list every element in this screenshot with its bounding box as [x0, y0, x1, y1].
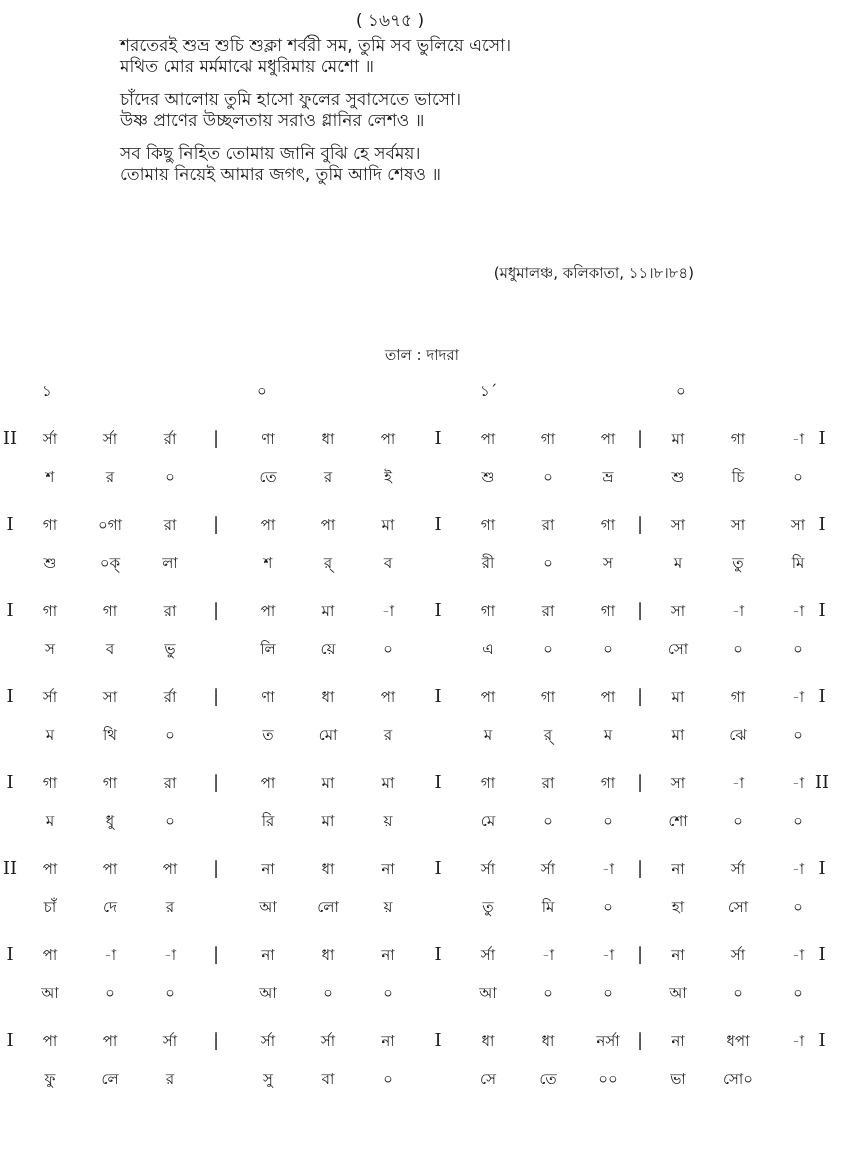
bar-line: II [814, 772, 830, 793]
bar-line: | [636, 944, 644, 965]
bar-line: | [212, 772, 220, 793]
bar-line: I [434, 944, 442, 965]
lyric-syllable: ০ক্ [99, 554, 121, 572]
swara-note: পা [42, 1032, 58, 1050]
lyric-syllable: রি [261, 812, 275, 830]
poem-line: মথিত মোর মর্মমাঝে মধুরিমায় মেশো ॥ [120, 57, 374, 77]
swara-note: রা [541, 516, 555, 534]
lyric-syllable: ঝে [729, 726, 747, 744]
bar-line: I [434, 858, 442, 879]
swara-note: গা [102, 602, 118, 620]
lyric-syllable: র [165, 1070, 175, 1088]
bar-line: II [2, 428, 18, 449]
bar-line: I [434, 686, 442, 707]
swara-note: -া [163, 946, 177, 964]
swara-note: গা [480, 516, 496, 534]
bar-line: | [212, 514, 220, 535]
lyric-syllable: ০ [793, 898, 803, 916]
bar-line: II [2, 858, 18, 879]
lyric-syllable: র [105, 468, 115, 486]
lyric-syllable: মি [791, 554, 805, 572]
swara-note: গা [480, 774, 496, 792]
lyric-syllable: সো [727, 898, 749, 916]
swara-note: র্সা [480, 860, 496, 878]
lyric-syllable: শ [263, 554, 273, 572]
swara-note: গা [600, 516, 616, 534]
swara-note: পা [260, 602, 276, 620]
lyric-syllable: ০ [603, 812, 613, 830]
lyric-syllable: তে [259, 468, 277, 486]
lyric-syllable: ভ্র [602, 468, 614, 486]
swara-line [0, 772, 844, 796]
swara-line [0, 514, 844, 538]
swara-note: পা [320, 516, 336, 534]
bar-line: | [212, 858, 220, 879]
lyric-syllable: ০ [383, 1070, 393, 1088]
lyric-syllable: ০ [105, 984, 115, 1002]
lyric-syllable: ব [105, 640, 115, 658]
lyric-syllable: ০ [543, 554, 553, 572]
lyric-syllable: চাঁ [43, 898, 57, 916]
swara-note: -া [381, 602, 395, 620]
lyric-syllable: র [165, 898, 175, 916]
bar-line: I [6, 686, 14, 707]
swara-note: না [671, 946, 685, 964]
bar-line: I [434, 428, 442, 449]
lyric-syllable: ০ [543, 640, 553, 658]
swara-note: ধা [321, 688, 335, 706]
bar-line: I [434, 1030, 442, 1051]
swara-note: -া [731, 774, 745, 792]
poem [120, 36, 511, 198]
swara-note: গা [480, 602, 496, 620]
poem-stanza [120, 90, 511, 132]
notation-row [0, 420, 844, 506]
lyric-syllable: ০ [733, 640, 743, 658]
lyric-syllable: মো [318, 726, 338, 744]
lyric-syllable: লো [317, 898, 339, 916]
swara-note: রা [541, 602, 555, 620]
bar-line: I [818, 600, 826, 621]
swara-note: মা [671, 688, 685, 706]
lyric-syllable: তু [482, 898, 494, 916]
poem-line: উষ্ণ প্রাণের উচ্ছলতায় সরাও গ্লানির লেশও ॥ [120, 111, 425, 131]
swara-note: পা [380, 430, 396, 448]
bar-line: | [212, 1030, 220, 1051]
swara-note: -া [791, 1032, 805, 1050]
swara-note: পা [600, 430, 616, 448]
swara-note: র্সা [162, 1032, 178, 1050]
swara-note: গা [102, 774, 118, 792]
swara-line [0, 686, 844, 710]
lyric-syllable: শু [43, 554, 57, 572]
swara-note: মা [381, 516, 395, 534]
lyric-syllable: তু [732, 554, 744, 572]
bar-line: | [636, 428, 644, 449]
swara-note: পা [600, 688, 616, 706]
swara-note: পা [42, 860, 58, 878]
swara-note: গা [730, 688, 746, 706]
lyric-syllable: আ [41, 984, 59, 1002]
lyric-syllable: ০ [793, 984, 803, 1002]
lyric-syllable: ত [262, 726, 274, 744]
lyric-syllable: ০ [543, 984, 553, 1002]
swara-note: -া [541, 946, 555, 964]
lyric-syllable: ০ [793, 468, 803, 486]
lyric-syllable: হা [671, 898, 685, 916]
lyric-syllable: ম [45, 812, 55, 830]
lyric-syllable: বা [321, 1070, 335, 1088]
lyric-syllable: শ [45, 468, 55, 486]
bar-line: I [6, 944, 14, 965]
bar-line: I [6, 514, 14, 535]
notation-row [0, 592, 844, 678]
lyric-syllable: ০ [793, 640, 803, 658]
lyric-syllable: ম [483, 726, 493, 744]
swara-note: না [671, 1032, 685, 1050]
swara-note: -া [791, 688, 805, 706]
swara-note: সা [102, 688, 118, 706]
swara-note: র্সা [102, 430, 118, 448]
bar-line: | [636, 772, 644, 793]
notation-row [0, 1022, 844, 1108]
lyric-syllable: শু [671, 468, 685, 486]
lyric-syllable: ০ [543, 812, 553, 830]
swara-note: সা [670, 774, 686, 792]
lyric-syllable: মা [321, 812, 335, 830]
swara-note: ধা [481, 1032, 495, 1050]
swara-line [0, 858, 844, 882]
bar-line: | [212, 686, 220, 707]
lyric-syllable: ০ [543, 468, 553, 486]
lyric-syllable: ভু [164, 640, 176, 658]
lyric-line [0, 982, 844, 1006]
beat-marker: ০ [257, 382, 267, 400]
swara-note: র্সা [42, 688, 58, 706]
bar-line: | [212, 428, 220, 449]
bar-line: | [636, 686, 644, 707]
swara-note: না [381, 1032, 395, 1050]
swara-note: র্সা [730, 946, 746, 964]
poem-line: তোমায় নিয়েই আমার জগৎ, তুমি আদি শেষও ॥ [120, 165, 442, 185]
poem-line: সব কিছু নিহিত তোমায় জানি বুঝি হে সর্বময়। [120, 144, 421, 164]
lyric-syllable: র্ [543, 726, 553, 744]
lyric-syllable: ০ [165, 726, 175, 744]
lyric-syllable: ম [673, 554, 683, 572]
swara-note: গা [42, 774, 58, 792]
lyric-syllable: মে [480, 812, 496, 830]
lyric-syllable: থি [102, 726, 117, 744]
lyric-syllable: য় [383, 898, 393, 916]
swara-note: পা [102, 860, 118, 878]
swara-note: পা [102, 1032, 118, 1050]
swara-note: মা [321, 602, 335, 620]
lyric-syllable: ই [384, 468, 392, 486]
lyric-syllable: ০ [603, 898, 613, 916]
swara-note: পা [480, 688, 496, 706]
poem-line: চাঁদের আলোয় তুমি হাসো ফুলের সুবাসেতে ভাসো। [120, 90, 462, 110]
swara-note: সা [790, 516, 806, 534]
swara-note: পা [380, 688, 396, 706]
bar-line: I [6, 600, 14, 621]
swara-line [0, 944, 844, 968]
lyric-syllable: ০ [383, 984, 393, 1002]
lyric-syllable: সো০ [722, 1070, 754, 1088]
swara-note: গা [600, 602, 616, 620]
lyric-syllable: সে [480, 1070, 496, 1088]
bar-line: I [434, 600, 442, 621]
lyric-syllable: রী [481, 554, 495, 572]
lyric-syllable: চি [731, 468, 745, 486]
lyric-syllable: ০ [733, 812, 743, 830]
swara-note: রা [163, 516, 177, 534]
lyric-syllable: শু [481, 468, 495, 486]
lyric-syllable: স [603, 554, 613, 572]
bar-line: I [434, 514, 442, 535]
lyric-syllable: তে [539, 1070, 557, 1088]
lyric-syllable: ০০ [598, 1070, 618, 1088]
swara-note: গা [730, 430, 746, 448]
swara-note: র্রা [163, 430, 177, 448]
lyric-syllable: র [383, 726, 393, 744]
lyric-syllable: ০ [603, 640, 613, 658]
swara-note: পা [260, 774, 276, 792]
lyric-syllable: ০ [165, 468, 175, 486]
swara-note: ধপা [726, 1032, 750, 1050]
swara-note: র্সা [730, 860, 746, 878]
swara-note: পা [260, 516, 276, 534]
lyric-syllable: ম [45, 726, 55, 744]
poem-line: শরতেরই শুভ্র শুচি শুক্লা শর্বরী সম, তুমি সব ভুলিয়ে এসো। [120, 36, 512, 56]
lyric-syllable: ০ [793, 726, 803, 744]
bar-line: I [818, 514, 826, 535]
bar-line: I [434, 772, 442, 793]
swara-note: সা [670, 602, 686, 620]
swara-note: ণা [261, 430, 275, 448]
swara-note: পা [42, 946, 58, 964]
lyric-syllable: সো [667, 640, 689, 658]
swara-note: র্সা [320, 1032, 336, 1050]
swara-note: না [381, 946, 395, 964]
lyric-syllable: ০ [323, 984, 333, 1002]
swara-note: নর্সা [596, 1032, 620, 1050]
lyric-syllable: ০ [165, 984, 175, 1002]
lyric-syllable: ০ [383, 640, 393, 658]
bar-line: I [818, 428, 826, 449]
lyric-syllable: ব [383, 554, 393, 572]
lyric-syllable: ০ [165, 812, 175, 830]
swara-note: মা [671, 430, 685, 448]
taal-heading: তাল : দাদরা [384, 346, 460, 364]
swara-note: রা [163, 774, 177, 792]
swara-note: না [381, 860, 395, 878]
swara-note: -া [791, 860, 805, 878]
swara-note: র্সা [260, 1032, 276, 1050]
page-number: ( ১৬৭৫ ) [355, 11, 425, 31]
swara-line [0, 600, 844, 624]
lyric-syllable: দে [103, 898, 117, 916]
notation-row [0, 678, 844, 764]
lyric-line [0, 896, 844, 920]
lyric-syllable: ০ [733, 984, 743, 1002]
poem-stanza [120, 144, 511, 186]
lyric-syllable: আ [479, 984, 497, 1002]
lyric-line [0, 724, 844, 748]
swara-note: রা [541, 774, 555, 792]
swara-note: ধা [321, 946, 335, 964]
lyric-syllable: এ [482, 640, 494, 658]
bar-line: | [636, 600, 644, 621]
bar-line: I [818, 944, 826, 965]
notation-row [0, 850, 844, 936]
lyric-syllable: স [45, 640, 55, 658]
lyric-syllable: য় [383, 812, 393, 830]
swara-note: র্সা [42, 430, 58, 448]
notation-row [0, 936, 844, 1022]
lyric-line [0, 552, 844, 576]
swara-note: র্সা [480, 946, 496, 964]
notation-grid [0, 420, 844, 1108]
bar-line: | [212, 944, 220, 965]
lyric-line [0, 810, 844, 834]
swara-note: -া [791, 430, 805, 448]
attribution: (মধুমালঞ্চ, কলিকাতা, ১১।৮।৮৪) [493, 264, 694, 282]
swara-note: গা [42, 516, 58, 534]
lyric-syllable: আ [259, 984, 277, 1002]
swara-line [0, 1030, 844, 1054]
lyric-syllable: লে [101, 1070, 119, 1088]
notation-row [0, 764, 844, 850]
swara-note: মা [321, 774, 335, 792]
lyric-syllable: ধু [105, 812, 115, 830]
swara-note: -া [103, 946, 117, 964]
lyric-syllable: মি [541, 898, 555, 916]
lyric-syllable: ০ [603, 984, 613, 1002]
lyric-syllable: ০ [793, 812, 803, 830]
bar-line: | [212, 600, 220, 621]
swara-note: -া [791, 946, 805, 964]
lyric-syllable: ম [603, 726, 613, 744]
swara-note: রা [163, 602, 177, 620]
lyric-syllable: ফু [44, 1070, 56, 1088]
lyric-syllable: আ [259, 898, 277, 916]
lyric-syllable: র্ [323, 554, 333, 572]
swara-note: -া [601, 946, 615, 964]
poem-stanza [120, 36, 511, 78]
lyric-syllable: মা [671, 726, 685, 744]
bar-line: I [818, 1030, 826, 1051]
bar-line: | [636, 1030, 644, 1051]
swara-note: ০গা [98, 516, 122, 534]
bar-line: I [6, 1030, 14, 1051]
lyric-line [0, 638, 844, 662]
swara-note: ধা [541, 1032, 555, 1050]
swara-note: না [261, 860, 275, 878]
lyric-syllable: য়ে [320, 640, 336, 658]
bar-line: I [818, 858, 826, 879]
bar-line: I [6, 772, 14, 793]
lyric-syllable: আ [669, 984, 687, 1002]
beat-marker: ১ [42, 382, 52, 400]
swara-note: গা [540, 430, 556, 448]
swara-note: ধা [321, 430, 335, 448]
swara-note: গা [42, 602, 58, 620]
lyric-syllable: ভা [670, 1070, 686, 1088]
lyric-syllable: লি [260, 640, 276, 658]
swara-note: -া [791, 602, 805, 620]
swara-note: সা [670, 516, 686, 534]
swara-line [0, 428, 844, 452]
lyric-syllable: র [323, 468, 333, 486]
lyric-syllable: শো [668, 812, 688, 830]
swara-note: ধা [321, 860, 335, 878]
lyric-line [0, 466, 844, 490]
swara-note: র্সা [540, 860, 556, 878]
lyric-syllable: সু [263, 1070, 273, 1088]
swara-note: মা [381, 774, 395, 792]
beat-marker: ১´ [480, 382, 498, 400]
bar-line: | [636, 858, 644, 879]
bar-line: I [818, 686, 826, 707]
swara-note: গা [600, 774, 616, 792]
swara-note: -া [601, 860, 615, 878]
beat-markers [0, 380, 844, 406]
beat-marker: ০ [676, 382, 686, 400]
lyric-line [0, 1068, 844, 1092]
swara-note: ণা [261, 688, 275, 706]
swara-note: র্রা [163, 688, 177, 706]
swara-note: সা [730, 516, 746, 534]
swara-note: না [261, 946, 275, 964]
notation-row [0, 506, 844, 592]
swara-note: -া [791, 774, 805, 792]
swara-note: গা [540, 688, 556, 706]
lyric-syllable: লা [162, 554, 178, 572]
swara-note: পা [162, 860, 178, 878]
swara-note: পা [480, 430, 496, 448]
swara-note: -া [731, 602, 745, 620]
bar-line: | [636, 514, 644, 535]
swara-note: না [671, 860, 685, 878]
